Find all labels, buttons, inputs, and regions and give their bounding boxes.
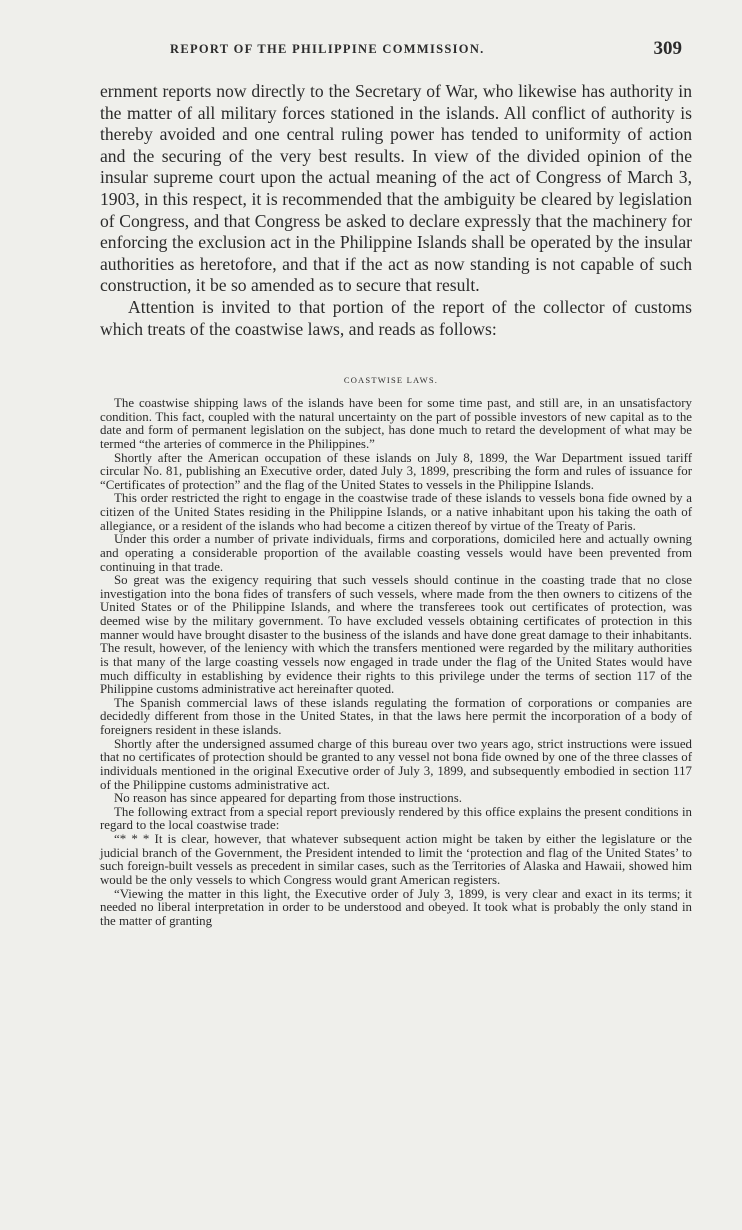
- section-heading: COASTWISE LAWS.: [343, 375, 439, 385]
- body-paragraph: Attention is invited to that portion of the report of the collector of customs which treats of the coastwise laws, and reads as follows:: [100, 296, 692, 339]
- running-header: [100, 38, 682, 62]
- quote-paragraph: The following extract from a special report previously rendered by this office explains the present conditions in regard to the local coastwise trade:: [100, 804, 692, 833]
- header-title: REPORT OF THE PHILIPPINE COMMISSION.: [170, 42, 485, 56]
- quote-paragraph: The Spanish commercial laws of these islands regulating the formation of corporations or companies are decidedly different from those in the United States, in that the laws here permit the incorporation of a body of foreigners resident in these islands.: [100, 695, 692, 737]
- main-body-text: [100, 81, 692, 340]
- quote-paragraph: “* * * It is clear, however, that whatever subsequent action might be taken by either the legislature or the judicial branch of the Government, the President intended to limit the ‘protection and flag of the United States’ to such foreign-built vessels as precedent in similar cases, such as the Territories of Alaska and Hawaii, showed him would be the only vessels to which Congress would grant American registers.: [100, 832, 692, 887]
- quote-paragraph: Under this order a number of private individuals, firms and corporations, domiciled here and actually owning and operating a considerable proportion of the available coasting vessels would have been prevented from continuing in that trade.: [100, 532, 692, 574]
- quote-paragraph: Shortly after the undersigned assumed charge of this bureau over two years ago, strict instructions were issued that no certificates of protection should be granted to any vessel not bona fide owned by one of the three classes of individuals mentioned in the original Executive order of July 3, 1899, and subsequently embodied in section 117 of the Philippine customs administrative act.: [100, 736, 692, 792]
- quote-paragraph: This order restricted the right to engage in the coastwise trade of these islands to vessels bona fide owned by a citizen of the United States residing in the Philippine Islands, or a native inhabitant upon his taking the oath of allegiance, or a resident of the islands who had become a citizen thereof by virtue of the Treaty of Paris.: [100, 491, 692, 533]
- page-number: 309: [653, 38, 682, 59]
- quote-paragraph: So great was the exigency requiring that such vessels should continue in the coasting trade that no close investigation into the bona fides of transfers of such vessels, where made from the then owners to citizens of the United States or of the Philippine Islands, and where the transferees took out certificates of protection, was deemed wise by the military government. To have excluded vessels obtaining certificates of protection in this manner would have brought disaster to the business of the islands and have done great damage to their inhabitants. The result, however, of the leniency with which the transfers mentioned were regarded by the military authorities is that many of the large coasting vessels now engaged in trade under the flag of the United States would have much difficulty in establishing by evidence their rights to this privilege under the terms of section 117 of the Philippine customs administrative act hereinafter quoted.: [100, 573, 692, 697]
- quoted-report-extract: [100, 397, 692, 928]
- body-paragraph: ernment reports now directly to the Secretary of War, who likewise has authority in the matter of all military forces stationed in the islands. All conflict of authority is thereby avoided and one central ruling power has tended to uniformity of action and the securing of the very best results. In view of the divided opinion of the insular supreme court upon the actual meaning of the act of Congress of March 3, 1903, in this respect, it is recommended that the ambiguity be cleared by legislation of Congress, and that Congress be asked to declare expressly that the machinery for enforcing the exclusion act in the Philippine Islands shall be operated by the insular authorities as heretofore, and that if the act as now standing is not capable of such construction, it be so amended as to secure that result.: [100, 81, 692, 296]
- quote-paragraph: No reason has since appeared for departing from those instructions.: [114, 791, 462, 806]
- quote-paragraph: “Viewing the matter in this light, the Executive order of July 3, 1899, is very clear and exact in its terms; it needed no liberal interpretation in order to be understood and obeyed. It took what is probably the only stand in the matter of granting: [100, 886, 692, 928]
- quote-paragraph: The coastwise shipping laws of the islands have been for some time past, and still are, in an unsatisfactory condition. This fact, coupled with the natural uncertainty on the part of possible investors of new capital as to the date and form of permanent legislation on the subject, has done much to retard the development of what may be termed “the arteries of commerce in the Philippines.”: [100, 396, 692, 451]
- quote-paragraph: Shortly after the American occupation of these islands on July 8, 1899, the War Department issued tariff circular No. 81, publishing an Executive order, dated July 3, 1899, prescribing the form and rules of issuance for “Certificates of protection” and the flag of the United States to vessels in the Philippine Islands.: [100, 450, 692, 492]
